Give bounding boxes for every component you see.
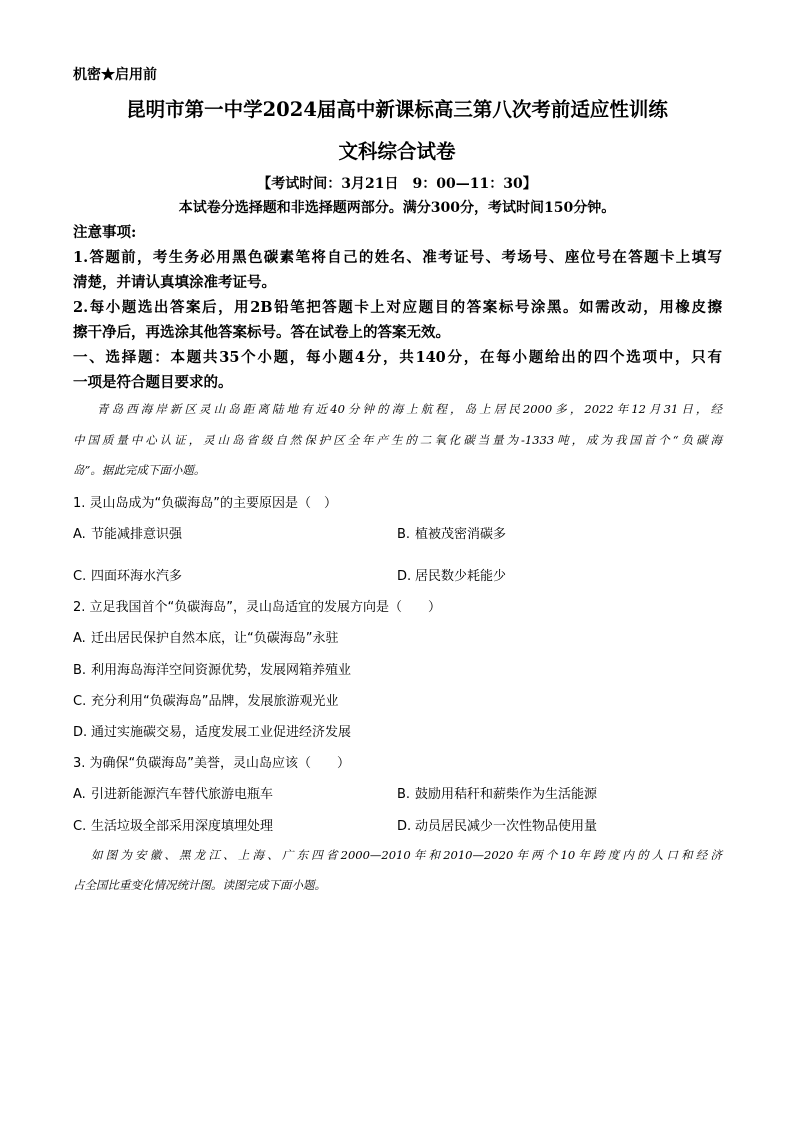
- option-text: 植被茂密消碳多: [415, 527, 507, 542]
- question-2-option-d: [73, 721, 351, 740]
- question-2-option-c: [73, 690, 338, 709]
- notice-item-2-line-2: 擦干净后，再选涂其他答案标号。答在试卷上的答案无效。: [73, 324, 450, 341]
- option-letter: C.: [73, 819, 87, 834]
- question-1-option-d: [397, 565, 506, 584]
- question-3-option-d: [397, 815, 597, 834]
- option-text: 生活垃圾全部采用深度填埋处理: [91, 819, 274, 834]
- option-letter: B.: [397, 527, 411, 542]
- passage-1-line-3: 岛”。据此完成下面小题。: [73, 463, 206, 477]
- passage-2-line-2: 占全国比重变化情况统计图。读图完成下面小题。: [73, 878, 326, 892]
- question-1-option-b: [397, 523, 506, 542]
- notice-item-1-line-1: 1.答题前，考生务必用黑色碳素笔将自己的姓名、准考证号、考场号、座位号在答题卡上填写: [73, 249, 722, 266]
- option-text: 居民数少耗能少: [415, 569, 507, 584]
- option-letter: D.: [73, 725, 88, 740]
- option-letter: C.: [73, 569, 87, 584]
- option-text: 动员居民减少一次性物品使用量: [415, 819, 598, 834]
- option-text: 四面环海水汽多: [91, 569, 183, 584]
- option-letter: A.: [73, 787, 86, 802]
- option-text: 充分利用“负碳海岛”品牌，发展旅游观光业: [91, 694, 339, 709]
- passage-1-line-2: 中国质量中心认证，灵山岛省级自然保护区全年产生的二氧化碳当量为-1333吨，成为我国首个“负碳海: [73, 433, 722, 447]
- option-letter: B.: [397, 787, 411, 802]
- option-letter: A.: [73, 631, 86, 646]
- question-3-option-a: [73, 783, 273, 802]
- question-3-stem: 3. 为确保“负碳海岛”美誉，灵山岛应该（ ）: [73, 756, 351, 771]
- question-3-option-c: [73, 815, 273, 834]
- question-1-stem: 1. 灵山岛成为“负碳海岛”的主要原因是（ ）: [73, 496, 338, 511]
- option-letter: B.: [73, 663, 87, 678]
- exam-time: 【考试时间：3月21日 9：00—11：30】: [257, 176, 537, 192]
- exam-subtitle: 文科综合试卷: [338, 140, 456, 163]
- exam-title: 昆明市第一中学2024届高中新课标高三第八次考前适应性训练: [126, 98, 668, 121]
- question-2-stem: 2. 立足我国首个“负碳海岛”，灵山岛适宜的发展方向是（ ）: [73, 600, 442, 615]
- secret-mark: 机密★启用前: [73, 67, 157, 83]
- option-text: 引进新能源汽车替代旅游电瓶车: [91, 787, 274, 802]
- notice-item-1-line-2: 清楚，并请认真填涂准考证号。: [73, 274, 276, 291]
- section-1-heading-line-1: 一、选择题：本题共35个小题，每小题4分，共140分，在每小题给出的四个选项中，只有: [73, 349, 722, 366]
- option-letter: A.: [73, 527, 86, 542]
- option-text: 鼓励用秸秆和薪柴作为生活能源: [415, 787, 598, 802]
- option-letter: C.: [73, 694, 87, 709]
- notice-item-2-line-1: 2.每小题选出答案后，用2B铅笔把答题卡上对应题目的答案标号涂黑。如需改动，用橡皮擦: [73, 299, 722, 316]
- option-text: 利用海岛海洋空间资源优势，发展网箱养殖业: [91, 663, 352, 678]
- question-2-option-a: [73, 627, 338, 646]
- passage-1-line-1: 青岛西海岸新区灵山岛距离陆地有近40分钟的海上航程，岛上居民2000多，2022年12月31日，经: [97, 402, 722, 416]
- option-letter: D.: [397, 569, 412, 584]
- exam-description: 本试卷分选择题和非选择题两部分。满分300分，考试时间150分钟。: [178, 200, 616, 216]
- question-2-option-b: [73, 659, 351, 678]
- option-letter: D.: [397, 819, 412, 834]
- notice-heading: 注意事项:: [73, 224, 137, 241]
- question-1-option-c: [73, 565, 182, 584]
- question-1-option-a: [73, 523, 182, 542]
- question-3-option-b: [397, 783, 597, 802]
- option-text: 通过实施碳交易，适度发展工业促进经济发展: [91, 725, 352, 740]
- option-text: 迁出居民保护自然本底，让“负碳海岛”永驻: [91, 631, 339, 646]
- option-text: 节能减排意识强: [91, 527, 183, 542]
- section-1-heading-line-2: 一项是符合题目要求的。: [73, 374, 233, 391]
- passage-2-line-1: 如图为安徽、黑龙江、上海、广东四省2000—2010年和2010—2020年两个10年跨度内的人口和经济: [91, 848, 722, 862]
